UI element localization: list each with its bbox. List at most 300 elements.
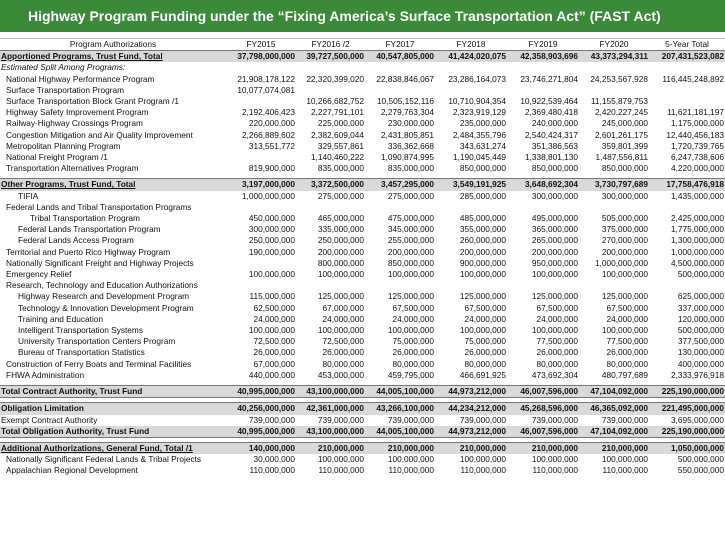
cell-value: 3,695,000,000 — [670, 414, 724, 425]
cell-value: 100,000,000 — [387, 269, 434, 280]
cell-value: 44,973,212,000 — [435, 426, 507, 438]
row-label: Additional Authorizations, General Fund, Total /1 — [0, 442, 226, 454]
cell-value: 46,007,596,000 — [507, 426, 579, 438]
cell-value: 500,000,000 — [677, 325, 724, 336]
cell-value: 67,500,000 — [392, 302, 434, 313]
cell-value: 500,000,000 — [677, 454, 724, 465]
row-label: Exempt Contract Authority — [1, 414, 98, 425]
table-row — [0, 303, 725, 314]
cell-value — [649, 62, 725, 73]
cell-value — [649, 85, 725, 96]
row-label: Obligation Limitation — [0, 403, 226, 415]
cell-value: 44,005,100,000 — [365, 426, 435, 438]
cell-value: 26,000,000 — [536, 347, 578, 358]
cell-value: 225,000,000 — [317, 118, 364, 129]
cell-value: 100,000,000 — [317, 454, 364, 465]
cell-value: 17,758,476,918 — [649, 179, 725, 191]
cell-value: 210,000,000 — [365, 442, 435, 454]
cell-value: 44,234,212,000 — [435, 403, 507, 415]
table-row — [0, 247, 725, 258]
cell-value: 10,505,152,116 — [376, 96, 434, 107]
table-row — [0, 280, 725, 291]
cell-value: 3,730,797,689 — [579, 179, 649, 191]
cell-value: 355,000,000 — [459, 224, 506, 235]
cell-value: 495,000,000 — [531, 213, 578, 224]
cell-value — [365, 202, 435, 213]
row-label: Nationally Significant Federal Lands & Tribal Projects — [6, 454, 202, 465]
cell-value: 24,000,000 — [536, 313, 578, 324]
cell-value: 210,000,000 — [435, 442, 507, 454]
cell-value: 2,279,763,304 — [380, 107, 434, 118]
cell-value: 440,000,000 — [248, 369, 295, 380]
cell-value: 2,601,261,175 — [594, 129, 648, 140]
row-label: Apportioned Programs, Trust Fund, Total — [0, 51, 226, 63]
cell-value: 42,361,000,000 — [296, 403, 365, 415]
row-label: Metropolitan Planning Program — [6, 140, 121, 151]
cell-value: 375,000,000 — [601, 224, 648, 235]
table-row — [0, 415, 725, 426]
cell-value: 285,000,000 — [459, 190, 506, 201]
cell-value: 100,000,000 — [531, 454, 578, 465]
cell-value: 22,838,846,067 — [376, 73, 434, 84]
table-row — [0, 62, 725, 73]
cell-value: 67,000,000 — [253, 358, 295, 369]
cell-value: 125,000,000 — [531, 291, 578, 302]
cell-value: 6,247,738,606 — [670, 152, 724, 163]
cell-value: 24,000,000 — [464, 313, 506, 324]
cell-value: 300,000,000 — [531, 190, 578, 201]
cell-value: 3,372,500,000 — [296, 179, 365, 191]
cell-value: 26,000,000 — [322, 347, 364, 358]
table-row — [0, 269, 725, 280]
page-title: Highway Program Funding under the “Fixing America’s Surface Transportation Act” (FAST Act) — [0, 0, 725, 32]
cell-value: 67,500,000 — [464, 302, 506, 313]
cell-value: 23,746,271,804 — [520, 73, 578, 84]
table-row — [0, 465, 725, 476]
cell-value: 1,050,000,000 — [649, 442, 725, 454]
cell-value: 67,000,000 — [322, 302, 364, 313]
cell-value: 2,192,406,423 — [241, 107, 295, 118]
cell-value: 39,727,500,000 — [296, 51, 365, 63]
cell-value: 739,000,000 — [248, 414, 295, 425]
cell-value: 67,500,000 — [606, 302, 648, 313]
row-label: Congestion Mitigation and Air Quality Improvement — [6, 129, 193, 140]
cell-value: 24,000,000 — [392, 313, 434, 324]
cell-value: 100,000,000 — [531, 269, 578, 280]
cell-value: 200,000,000 — [387, 246, 434, 257]
cell-value: 250,000,000 — [248, 235, 295, 246]
cell-value: 21,908,178,122 — [237, 73, 295, 84]
cell-value: 43,100,000,000 — [296, 426, 365, 438]
funding-table — [0, 38, 725, 477]
table-row — [0, 85, 725, 96]
cell-value: 1,000,000,000 — [241, 190, 295, 201]
cell-value: 100,000,000 — [531, 325, 578, 336]
cell-value: 4,500,000,000 — [670, 257, 724, 268]
cell-value — [649, 202, 725, 213]
cell-value: 26,000,000 — [253, 347, 295, 358]
table-row — [0, 336, 725, 347]
table-row — [0, 74, 725, 85]
cell-value: 44,973,212,000 — [435, 386, 507, 398]
cell-value: 3,648,692,304 — [507, 179, 579, 191]
table-row — [0, 51, 725, 63]
table-row — [0, 130, 725, 141]
row-label: Federal Lands and Tribal Transportation Programs — [6, 201, 192, 212]
cell-value: 337,000,000 — [677, 302, 724, 313]
row-label: Research, Technology and Education Authorizations — [6, 280, 198, 291]
cell-value: 100,000,000 — [387, 325, 434, 336]
row-label: Technology & Innovation Development Program — [18, 302, 194, 313]
cell-value: 345,000,000 — [387, 224, 434, 235]
cell-value: 1,000,000,000 — [594, 257, 648, 268]
cell-value: 240,000,000 — [531, 118, 578, 129]
cell-value: 475,000,000 — [387, 213, 434, 224]
table-row — [0, 258, 725, 269]
cell-value — [365, 85, 435, 96]
cell-value: 473,692,304 — [531, 369, 578, 380]
cell-value: 200,000,000 — [601, 246, 648, 257]
cell-value: 400,000,000 — [677, 358, 724, 369]
funding-table-container — [0, 38, 725, 477]
cell-value: 125,000,000 — [601, 291, 648, 302]
cell-value: 1,140,460,222 — [310, 152, 364, 163]
cell-value — [226, 62, 296, 73]
table-row — [0, 314, 725, 325]
cell-value: 100,000,000 — [459, 269, 506, 280]
cell-value: 2,540,424,317 — [524, 129, 578, 140]
cell-value: 2,227,791,101 — [310, 107, 364, 118]
cell-value: 100,000,000 — [387, 454, 434, 465]
cell-value: 43,100,000,000 — [296, 386, 365, 398]
cell-value: 125,000,000 — [459, 291, 506, 302]
column-header: FY2016 /2 — [296, 39, 365, 51]
cell-value: 850,000,000 — [459, 163, 506, 174]
cell-value: 300,000,000 — [248, 224, 295, 235]
cell-value: 313,551,772 — [248, 140, 295, 151]
cell-value: 43,266,100,000 — [365, 403, 435, 415]
cell-value: 550,000,000 — [677, 465, 724, 476]
cell-value: 2,333,976,918 — [670, 369, 724, 380]
table-row — [0, 213, 725, 224]
cell-value: 190,000,000 — [248, 246, 295, 257]
cell-value: 819,900,000 — [248, 163, 295, 174]
cell-value: 80,000,000 — [536, 358, 578, 369]
cell-value: 850,000,000 — [531, 163, 578, 174]
cell-value: 739,000,000 — [601, 414, 648, 425]
column-header: FY2017 — [365, 39, 435, 51]
cell-value: 1,720,739,765 — [670, 140, 724, 151]
cell-value: 110,000,000 — [318, 465, 364, 476]
cell-value: 359,801,399 — [601, 140, 648, 151]
cell-value: 100,000,000 — [317, 269, 364, 280]
table-row — [0, 179, 725, 191]
row-label: Federal Lands Access Program — [18, 235, 134, 246]
cell-value — [435, 62, 507, 73]
cell-value: 11,155,879,753 — [590, 96, 648, 107]
cell-value: 800,000,000 — [317, 257, 364, 268]
cell-value: 850,000,000 — [601, 163, 648, 174]
cell-value: 235,000,000 — [459, 118, 506, 129]
cell-value: 110,000,000 — [602, 465, 648, 476]
cell-value: 835,000,000 — [387, 163, 434, 174]
cell-value: 377,500,000 — [677, 336, 724, 347]
cell-value: 45,268,596,000 — [507, 403, 579, 415]
table-row — [0, 442, 725, 454]
cell-value: 40,995,000,000 — [226, 426, 296, 438]
row-label: Training and Education — [18, 313, 104, 324]
cell-value: 40,256,000,000 — [226, 403, 296, 415]
cell-value: 23,286,164,073 — [448, 73, 506, 84]
cell-value — [579, 280, 649, 291]
cell-value: 130,000,000 — [677, 347, 724, 358]
cell-value — [296, 202, 365, 213]
cell-value: 46,007,596,000 — [507, 386, 579, 398]
cell-value: 72,500,000 — [322, 336, 364, 347]
cell-value: 329,557,861 — [317, 140, 364, 151]
row-label: Bureau of Transportation Statistics — [18, 347, 145, 358]
cell-value: 450,000,000 — [248, 213, 295, 224]
cell-value: 225,190,000,000 — [649, 386, 725, 398]
cell-value: 75,000,000 — [464, 336, 506, 347]
row-label: Tribal Transportation Program — [30, 213, 140, 224]
cell-value: 2,266,889,602 — [241, 129, 295, 140]
cell-value: 26,000,000 — [606, 347, 648, 358]
cell-value: 739,000,000 — [387, 414, 434, 425]
cell-value: 100,000,000 — [601, 325, 648, 336]
cell-value: 110,000,000 — [249, 465, 295, 476]
column-header: FY2015 — [226, 39, 296, 51]
cell-value: 500,000,000 — [677, 269, 724, 280]
cell-value: 2,431,805,851 — [380, 129, 434, 140]
table-row — [0, 152, 725, 163]
table-row — [0, 347, 725, 358]
cell-value: 100,000,000 — [459, 325, 506, 336]
cell-value: 43,373,294,311 — [579, 51, 649, 63]
column-header: FY2019 — [507, 39, 579, 51]
column-header: FY2018 — [435, 39, 507, 51]
cell-value: 480,797,689 — [601, 369, 648, 380]
cell-value: 465,000,000 — [317, 213, 364, 224]
table-row — [0, 403, 725, 415]
cell-value: 505,000,000 — [601, 213, 648, 224]
cell-value — [435, 202, 507, 213]
row-label: FHWA Administration — [6, 369, 85, 380]
table-row — [0, 291, 725, 302]
cell-value: 140,000,000 — [226, 442, 296, 454]
cell-value: 116,445,248,892 — [662, 73, 724, 84]
cell-value: 625,000,000 — [677, 291, 724, 302]
cell-value: 221,495,000,000 — [649, 403, 725, 415]
cell-value: 207,431,523,082 — [649, 51, 725, 63]
cell-value: 1,000,000,000 — [670, 246, 724, 257]
cell-value: 2,425,000,000 — [670, 213, 724, 224]
cell-value — [226, 280, 296, 291]
cell-value: 1,175,000,000 — [670, 118, 724, 129]
cell-value: 466,691,925 — [459, 369, 506, 380]
cell-value: 1,487,556,811 — [595, 152, 648, 163]
cell-value — [507, 280, 579, 291]
cell-value: 1,338,801,130 — [524, 152, 578, 163]
row-label: Highway Safety Improvement Program — [6, 107, 149, 118]
row-label: Railway-Highway Crossings Program — [6, 118, 143, 129]
cell-value — [226, 96, 296, 107]
cell-value: 255,000,000 — [387, 235, 434, 246]
row-label: Other Programs, Trust Fund, Total — [0, 179, 226, 191]
cell-value: 24,253,567,928 — [590, 73, 648, 84]
cell-value: 245,000,000 — [601, 118, 648, 129]
row-label: Estimated Split Among Programs: — [1, 62, 126, 73]
cell-value: 10,077,074,081 — [237, 84, 295, 95]
cell-value: 950,000,000 — [531, 257, 578, 268]
cell-value — [365, 62, 435, 73]
table-row — [0, 370, 725, 381]
cell-value: 47,104,092,000 — [579, 386, 649, 398]
cell-value — [435, 280, 507, 291]
row-label: TIFIA — [18, 190, 39, 201]
cell-value: 37,798,000,000 — [226, 51, 296, 63]
table-body — [0, 51, 725, 477]
row-label: National Freight Program /1 — [6, 152, 108, 163]
cell-value: 115,000,000 — [249, 291, 295, 302]
cell-value: 26,000,000 — [464, 347, 506, 358]
cell-value: 26,000,000 — [392, 347, 434, 358]
cell-value — [507, 62, 579, 73]
cell-value: 210,000,000 — [296, 442, 365, 454]
cell-value: 1,090,874,995 — [380, 152, 434, 163]
cell-value — [226, 202, 296, 213]
row-label: Highway Research and Development Program — [18, 291, 190, 302]
cell-value: 77,500,000 — [536, 336, 578, 347]
cell-value: 220,000,000 — [248, 118, 295, 129]
cell-value: 2,323,919,129 — [452, 107, 506, 118]
cell-value: 2,369,480,418 — [524, 107, 578, 118]
cell-value: 80,000,000 — [464, 358, 506, 369]
table-row — [0, 202, 725, 213]
cell-value: 100,000,000 — [317, 325, 364, 336]
cell-value: 46,365,092,000 — [579, 403, 649, 415]
table-row — [0, 359, 725, 370]
table-row — [0, 107, 725, 118]
row-label: University Transportation Centers Program — [18, 336, 176, 347]
cell-value: 210,000,000 — [579, 442, 649, 454]
row-label: Total Contract Authority, Trust Fund — [0, 386, 226, 398]
cell-value: 24,000,000 — [606, 313, 648, 324]
cell-value: 200,000,000 — [459, 246, 506, 257]
cell-value: 77,500,000 — [606, 336, 648, 347]
cell-value — [296, 280, 365, 291]
cell-value: 275,000,000 — [387, 190, 434, 201]
column-header: FY2020 — [579, 39, 649, 51]
row-label: Emergency Relief — [6, 269, 72, 280]
cell-value: 4,220,000,000 — [670, 163, 724, 174]
cell-value: 2,420,227,245 — [594, 107, 648, 118]
row-label: Appalachian Regional Development — [6, 465, 138, 476]
cell-value: 75,000,000 — [392, 336, 434, 347]
row-label: Intelligent Transportation Systems — [18, 325, 143, 336]
table-row — [0, 325, 725, 336]
cell-value: 47,104,092,000 — [579, 426, 649, 438]
cell-value — [365, 280, 435, 291]
cell-value: 42,358,903,696 — [507, 51, 579, 63]
cell-value — [435, 85, 507, 96]
cell-value: 1,775,000,000 — [670, 224, 724, 235]
cell-value — [579, 62, 649, 73]
cell-value — [296, 85, 365, 96]
cell-value — [296, 62, 365, 73]
table-row — [0, 386, 725, 398]
cell-value: 125,000,000 — [387, 291, 434, 302]
cell-value: 11,621,181,197 — [666, 107, 724, 118]
cell-value — [649, 280, 725, 291]
cell-value: 24,000,000 — [322, 313, 364, 324]
cell-value: 739,000,000 — [459, 414, 506, 425]
cell-value: 80,000,000 — [392, 358, 434, 369]
cell-value: 835,000,000 — [317, 163, 364, 174]
row-label: Federal Lands Transportation Program — [18, 224, 161, 235]
cell-value: 2,484,355,796 — [452, 129, 506, 140]
cell-value: 260,000,000 — [459, 235, 506, 246]
cell-value: 3,457,295,000 — [365, 179, 435, 191]
table-row — [0, 118, 725, 129]
cell-value: 40,995,000,000 — [226, 386, 296, 398]
cell-value: 343,631,274 — [459, 140, 506, 151]
row-label: Transportation Alternatives Program — [6, 163, 139, 174]
cell-value: 100,000,000 — [459, 454, 506, 465]
cell-value: 200,000,000 — [531, 246, 578, 257]
cell-value: 24,000,000 — [253, 313, 295, 324]
row-label: Surface Transportation Program — [6, 84, 125, 95]
cell-value: 12,440,456,183 — [666, 129, 724, 140]
cell-value: 250,000,000 — [317, 235, 364, 246]
cell-value: 41,424,020,075 — [435, 51, 507, 63]
cell-value: 210,000,000 — [507, 442, 579, 454]
cell-value: 72,500,000 — [253, 336, 295, 347]
cell-value: 110,000,000 — [388, 465, 434, 476]
table-row — [0, 191, 725, 202]
row-label: National Highway Performance Program — [6, 73, 155, 84]
cell-value — [579, 85, 649, 96]
table-row — [0, 224, 725, 235]
cell-value: 270,000,000 — [601, 235, 648, 246]
cell-value: 300,000,000 — [601, 190, 648, 201]
cell-value: 80,000,000 — [322, 358, 364, 369]
cell-value: 459,795,000 — [387, 369, 434, 380]
row-label: Construction of Ferry Boats and Terminal Facilities — [6, 358, 192, 369]
cell-value: 44,005,100,000 — [365, 386, 435, 398]
cell-value: 739,000,000 — [531, 414, 578, 425]
cell-value: 80,000,000 — [606, 358, 648, 369]
cell-value: 125,000,000 — [317, 291, 364, 302]
cell-value: 100,000,000 — [601, 454, 648, 465]
row-label: Territorial and Puerto Rico Highway Program — [6, 246, 171, 257]
cell-value: 335,000,000 — [317, 224, 364, 235]
cell-value: 67,500,000 — [536, 302, 578, 313]
cell-value: 62,500,000 — [253, 302, 295, 313]
cell-value: 225,190,000,000 — [649, 426, 725, 438]
cell-value: 120,000,000 — [677, 313, 724, 324]
column-header: Program Authorizations — [0, 39, 226, 51]
cell-value: 1,435,000,000 — [670, 190, 724, 201]
cell-value: 3,549,191,925 — [435, 179, 507, 191]
cell-value: 850,000,000 — [387, 257, 434, 268]
cell-value: 110,000,000 — [532, 465, 578, 476]
cell-value: 739,000,000 — [317, 414, 364, 425]
cell-value: 10,266,682,752 — [306, 96, 364, 107]
table-row — [0, 426, 725, 438]
cell-value: 900,000,000 — [459, 257, 506, 268]
cell-value: 365,000,000 — [531, 224, 578, 235]
